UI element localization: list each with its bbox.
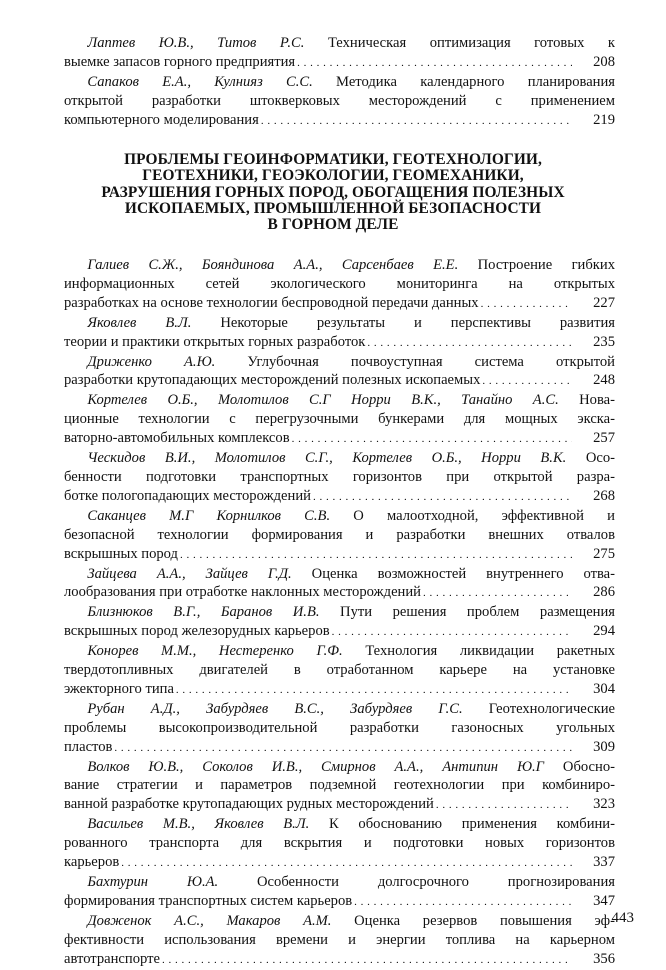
entry-title-text: вскрышных пород железорудных карьеров (64, 623, 330, 640)
toc-entry (64, 565, 615, 604)
dot-leader (367, 334, 572, 353)
toc-entry (64, 507, 615, 565)
dot-leader (481, 295, 572, 314)
entry-line (64, 294, 615, 314)
entry-title-text: Пути решения проблем размещения (340, 604, 616, 621)
entry-title-text: бенности подготовки транспортных горизонтов при открытой разра- (64, 468, 615, 485)
entry-page-number: 235 (593, 333, 615, 350)
entry-page-number: 248 (593, 372, 615, 389)
entry-title-text: автотранспорте (64, 950, 160, 967)
entry-line-text (64, 429, 290, 448)
entry-line-text (64, 487, 311, 506)
entry-line (64, 719, 615, 738)
entry-authors: Сапаков Е.А., Кулнияз С.С. (87, 73, 313, 90)
entry-title-text: формирования транспортных систем карьеров (64, 892, 353, 909)
toc-entry (64, 815, 615, 873)
toc-entry (64, 353, 615, 392)
toc-entry (64, 642, 615, 700)
entry-line-text (64, 950, 160, 969)
entry-title-text: разработки крутопадающих месторождений полезных ископаемых (64, 372, 481, 389)
entry-title-text: К обоснованию применения комбини- (329, 816, 615, 833)
entry-title-text: Оценка резервов повышения эф- (354, 912, 615, 929)
dot-leader (261, 112, 572, 131)
entry-authors: Близнюков В.Г., Баранов И.В. (87, 604, 320, 621)
toc-entry (64, 314, 615, 353)
entry-title-text: Обосно- (562, 758, 615, 775)
entry-line-text (64, 371, 480, 390)
dot-leader (176, 681, 572, 700)
entry-page-number: 356 (593, 950, 615, 967)
entry-line (64, 314, 615, 333)
toc-section-list (64, 256, 615, 970)
entry-line (64, 661, 615, 680)
toc-entry (64, 256, 615, 314)
entry-authors: Волков Ю.В., Соколов И.В., Смирнов А.А., Антипин Ю.Г (87, 758, 544, 775)
entry-line (64, 622, 615, 642)
entry-line (64, 507, 615, 526)
entry-line (64, 371, 615, 391)
entry-page-number: 227 (593, 294, 615, 311)
entry-title-text: лообразования при отработке наклонных месторождений (64, 584, 421, 601)
dot-leader (332, 623, 572, 642)
toc-entry (64, 449, 615, 507)
toc-entry (64, 758, 615, 816)
entry-line (64, 353, 615, 372)
dot-leader (436, 796, 572, 815)
entry-title-text: рованного транспорта для вскрытия и подготовки новых горизонтов (64, 835, 615, 852)
entry-line (64, 892, 615, 912)
entry-authors: Васильев М.В., Яковлев В.Л. (87, 816, 310, 833)
toc-entry (64, 73, 615, 131)
entry-authors: Довженок А.С., Макаров А.М. (87, 912, 332, 929)
dot-leader (162, 951, 572, 970)
entry-title-text: Построение гибких (477, 257, 615, 273)
entry-title-text: фективности использования времени и энергии топлива на карьерном (64, 931, 615, 948)
entry-line (64, 795, 615, 815)
toc-entry (64, 603, 615, 642)
entry-line (64, 526, 615, 545)
entry-line (64, 834, 615, 853)
toc-entry (64, 391, 615, 449)
entry-title-text: Некоторые результаты и перспективы развития (220, 314, 615, 331)
section-heading-line: В ГОРНОМ ДЕЛЕ (267, 216, 399, 234)
entry-title-text: ваторно-автомобильных комплексов (64, 430, 290, 447)
entry-authors: Галиев С.Ж., Бояндинова А.А., Сарсенбаев Е.Е. (87, 257, 459, 273)
entry-title-text: Нова- (579, 392, 615, 409)
entry-title-text: твердотопливных двигателей в отработанном карьере на установке (64, 662, 615, 679)
entry-page-number: 275 (593, 545, 615, 562)
entry-title-text: открытой разработки штокверковых месторождений с применением (64, 92, 615, 109)
entry-title-text: Осо- (585, 450, 615, 467)
section-heading-line: РАЗРУШЕНИЯ ГОРНЫХ ПОРОД, ОБОГАЩЕНИЯ ПОЛЕЗНЫХ (101, 183, 565, 201)
entry-title-text: Углубочная почвоуступная система открытой (247, 353, 615, 370)
entry-line-text (64, 111, 259, 130)
entry-title-text: ванной разработке крутопадающих рудных месторождений (64, 796, 434, 813)
section-heading (36, 152, 630, 233)
entry-title-text: разработках на основе технологии беспроводной передачи данных (64, 294, 479, 311)
entry-authors: Кортелев О.Б., Молотилов С.Г Норри В.К., Танайно А.С. (87, 392, 559, 409)
entry-title-text: информационных сетей экологического мониторинга на открытых (64, 275, 615, 292)
entry-authors: Рубан А.Д., Забурдяев В.С., Забурдяев Г.С. (87, 700, 463, 717)
section-heading-line: ПРОБЛЕМЫ ГЕОИНФОРМАТИКИ, ГЕОТЕХНОЛОГИИ, (124, 151, 542, 168)
entry-line-text (64, 53, 295, 72)
toc-entry (64, 912, 615, 970)
entry-line (64, 603, 615, 622)
toc-continued-list (64, 34, 615, 131)
entry-title-text: пластов (64, 738, 113, 755)
entry-authors: Саканцев М.Г Корнилков С.В. (87, 507, 331, 524)
entry-authors: Ческидов В.И., Молотилов С.Г., Кортелев О.Б., Норри В.К. (87, 450, 567, 467)
entry-title-text: карьеров (64, 854, 120, 871)
entry-line-text (64, 294, 479, 313)
dot-leader (313, 488, 572, 507)
entry-title-text: Оценка возможностей внутреннего отва- (311, 565, 615, 582)
entry-line (64, 53, 615, 73)
entry-title-text: теории и практики открытых горных разработок (64, 333, 366, 350)
entry-line (64, 776, 615, 795)
entry-line (64, 680, 615, 700)
dot-leader (482, 372, 572, 391)
entry-line-text (64, 622, 330, 641)
entry-line (64, 391, 615, 410)
entry-line (64, 92, 615, 111)
dot-leader (180, 546, 572, 565)
entry-page-number: 257 (593, 430, 615, 447)
entry-title-text: выемке запасов горного предприятия (64, 53, 296, 70)
entry-title-text: ционные технологии с перегрузочными бункерами для мощных экска- (64, 411, 615, 428)
entry-line (64, 565, 615, 584)
entry-line (64, 410, 615, 429)
entry-page-number: 286 (593, 584, 615, 601)
entry-line (64, 853, 615, 873)
entry-title-text: вскрышных пород (64, 545, 178, 562)
entry-page-number: 337 (593, 854, 615, 871)
entry-authors: Конорев М.М., Нестеренко Г.Ф. (87, 643, 343, 660)
entry-line (64, 487, 615, 507)
section-heading-line: ИСКОПАЕМЫХ, ПРОМЫШЛЕННОЙ БЕЗОПАСНОСТИ (124, 199, 542, 217)
entry-line (64, 912, 615, 931)
entry-line-text (64, 892, 352, 911)
entry-line (64, 758, 615, 777)
entry-page-number: 309 (593, 738, 615, 755)
entry-title-text: эжекторного типа (64, 680, 174, 697)
entry-title-text: Техническая оптимизация готовых к (327, 35, 615, 51)
entry-title-text: компьютерного моделирования (64, 111, 259, 128)
toc-entry (64, 700, 615, 758)
entry-line (64, 583, 615, 603)
entry-page-number: 347 (593, 892, 615, 909)
entry-title-text: безопасной технологии формирования и разработки внешних отвалов (64, 526, 615, 543)
entry-authors: Дриженко А.Ю. (87, 353, 216, 370)
entry-line-text (64, 738, 112, 757)
entry-page-number: 294 (593, 623, 615, 640)
entry-title-text: Методика календарного планирования (336, 73, 616, 90)
entry-line (64, 931, 615, 950)
dot-leader (423, 584, 572, 603)
dot-leader (121, 854, 572, 873)
entry-line (64, 642, 615, 661)
entry-line (64, 815, 615, 834)
dot-leader (354, 893, 572, 912)
entry-authors: Яковлев В.Л. (87, 314, 192, 331)
entry-title-text: ботке пологопадающих месторождений (64, 487, 311, 504)
entry-page-number: 219 (593, 111, 615, 128)
entry-line (64, 545, 615, 565)
section-heading-line: ГЕОТЕХНИКИ, ГЕОЭКОЛОГИИ, ГЕОМЕХАНИКИ, (142, 167, 524, 185)
entry-line (64, 73, 615, 92)
entry-page-number: 208 (593, 53, 615, 70)
entry-page-number: 323 (593, 796, 615, 813)
entry-title-text: Особенности долгосрочного прогнозирования (257, 874, 615, 890)
entry-page-number: 268 (593, 487, 615, 504)
dot-leader (297, 54, 572, 73)
toc-entry (64, 873, 615, 912)
entry-line-text (64, 545, 178, 564)
dot-leader (292, 430, 572, 449)
entry-line-text (64, 853, 119, 872)
entry-title-text: Геотехнологические (488, 700, 615, 717)
entry-line-text (64, 680, 174, 699)
dot-leader (114, 739, 572, 758)
entry-line-text (64, 795, 434, 814)
entry-line (64, 111, 615, 131)
entry-line (64, 256, 615, 275)
page-number: 443 (611, 910, 634, 926)
entry-title-text: Технология ликвидации ракетных (365, 643, 615, 660)
entry-title-text: вание стратегии и параметров подземной геотехнологии при комбиниро- (64, 777, 615, 794)
entry-line (64, 700, 615, 719)
entry-title-text: О малоотходной, эффективной и (353, 507, 615, 524)
entry-authors: Лаптев Ю.В., Титов Р.С. (87, 35, 305, 51)
entry-line (64, 468, 615, 487)
entry-line-text (64, 583, 421, 602)
entry-line (64, 873, 615, 892)
entry-line (64, 333, 615, 353)
entry-line (64, 34, 615, 53)
entry-line (64, 429, 615, 449)
entry-line-text (64, 333, 365, 352)
entry-title-text: проблемы высокопроизводительной разработки газоносных угольных (64, 719, 615, 736)
toc-entry (64, 34, 615, 73)
entry-line (64, 449, 615, 468)
entry-authors: Бахтурин Ю.А. (87, 874, 219, 890)
entry-line (64, 738, 615, 758)
entry-line (64, 275, 615, 294)
entry-authors: Зайцева А.А., Зайцев Г.Д. (87, 565, 292, 582)
entry-page-number: 304 (593, 680, 615, 697)
